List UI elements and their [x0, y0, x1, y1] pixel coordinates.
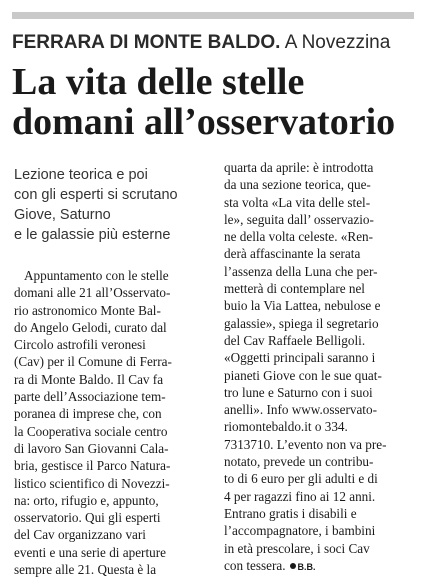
summary — [14, 165, 210, 245]
article-line: del Cav Raffaele Belligoli. — [224, 332, 366, 348]
article-line: parte dell’Associazione tem- — [14, 389, 166, 405]
top-rule — [12, 12, 414, 19]
article-line: in età prescolare, i soci Cav — [224, 540, 370, 556]
article-line: Entrano gratis i disabili e — [224, 505, 357, 521]
article-line: tro lune e Saturno con i suoi — [224, 384, 373, 400]
article-line: 7313710. L’evento non va pre- — [224, 436, 387, 452]
article-line: sta volta «La vita delle stel- — [224, 194, 371, 210]
article-line: notato, prevede un contribu- — [224, 454, 374, 470]
article-line: rio astronomico Monte Bal- — [14, 302, 161, 318]
headline — [12, 62, 422, 142]
bullet-icon — [290, 563, 296, 569]
article-column-right — [224, 159, 420, 576]
article-line: 4 per ragazzi fino ai 12 anni. — [224, 488, 376, 504]
byline: B.B. — [297, 561, 316, 572]
article-line: anelli». Info www.osservato- — [224, 402, 377, 418]
article-line: sempre alle 21. Questa è la — [14, 562, 157, 578]
article-line: galassie», spiega il segretario — [224, 315, 379, 331]
summary-line: Giove, Saturno — [14, 207, 111, 223]
article-line: Appuntamento con le stelle — [24, 268, 169, 283]
article-line: buio la Via Lattea, nebulose e — [224, 298, 381, 314]
article-closing-line — [224, 557, 420, 576]
article-line: le», seguita dall’ osservazio- — [224, 211, 374, 227]
article-line: derà affascinante la serata — [224, 246, 361, 262]
kicker-location: FERRARA DI MONTE BALDO. — [12, 32, 281, 53]
article-line: l’accompagnatore, i bambini — [224, 523, 376, 539]
kicker — [12, 33, 390, 53]
article-line: da una sezione teorica, que- — [224, 177, 371, 193]
kicker-subject: A Novezzina — [284, 32, 391, 53]
article-line: quarta da aprile: è introdotta — [224, 160, 374, 175]
headline-line: domani all’osservatorio — [12, 101, 396, 143]
article-line: to di 6 euro per gli adulti e di — [224, 471, 378, 487]
closing-text: con tessera. — [224, 557, 286, 573]
article-line: (Cav) per il Comune di Ferra- — [14, 354, 172, 370]
article-line: la Cooperativa sociale centro — [14, 423, 168, 439]
article-line: Circolo astrofili veronesi — [14, 337, 146, 353]
article-line: eventi e una serie di aperture — [14, 544, 166, 560]
article-line: listico scientifico di Novezzi- — [14, 475, 170, 491]
article-line: ra di Monte Baldo. Il Cav fa — [14, 371, 164, 387]
article-line: ne della volta celeste. «Ren- — [224, 229, 374, 245]
article-line: bria, gestisce il Parco Natura- — [14, 458, 171, 474]
article-column-left — [14, 267, 212, 578]
article-line: di lavoro San Giovanni Cala- — [14, 440, 169, 456]
headline-line: La vita delle stelle — [12, 61, 305, 103]
article-line: domani alle 21 all’Osservato- — [14, 285, 171, 301]
article-line: del Cav organizzano vari — [14, 527, 146, 543]
article-line: poranea di imprese che, con — [14, 406, 162, 422]
article-line: metterà di contemplare nel — [224, 281, 365, 297]
article-line: do Angelo Gelodi, curato dal — [14, 319, 167, 335]
article-line: osservatorio. Qui gli esperti — [14, 510, 161, 526]
article-line: «Oggetti principali saranno i — [224, 350, 376, 366]
summary-line: Lezione teorica e poi — [14, 167, 148, 183]
summary-line: con gli esperti si scrutano — [14, 187, 178, 203]
article-line: riomontebaldo.it o 334. — [224, 419, 348, 435]
article-line: na: orto, rifugio e, appunto, — [14, 492, 159, 508]
article-line: l’assenza della Luna che per- — [224, 263, 378, 279]
summary-line: e le galassie più esterne — [14, 227, 171, 243]
article-line: pianeti Giove con le sue quat- — [224, 367, 382, 383]
